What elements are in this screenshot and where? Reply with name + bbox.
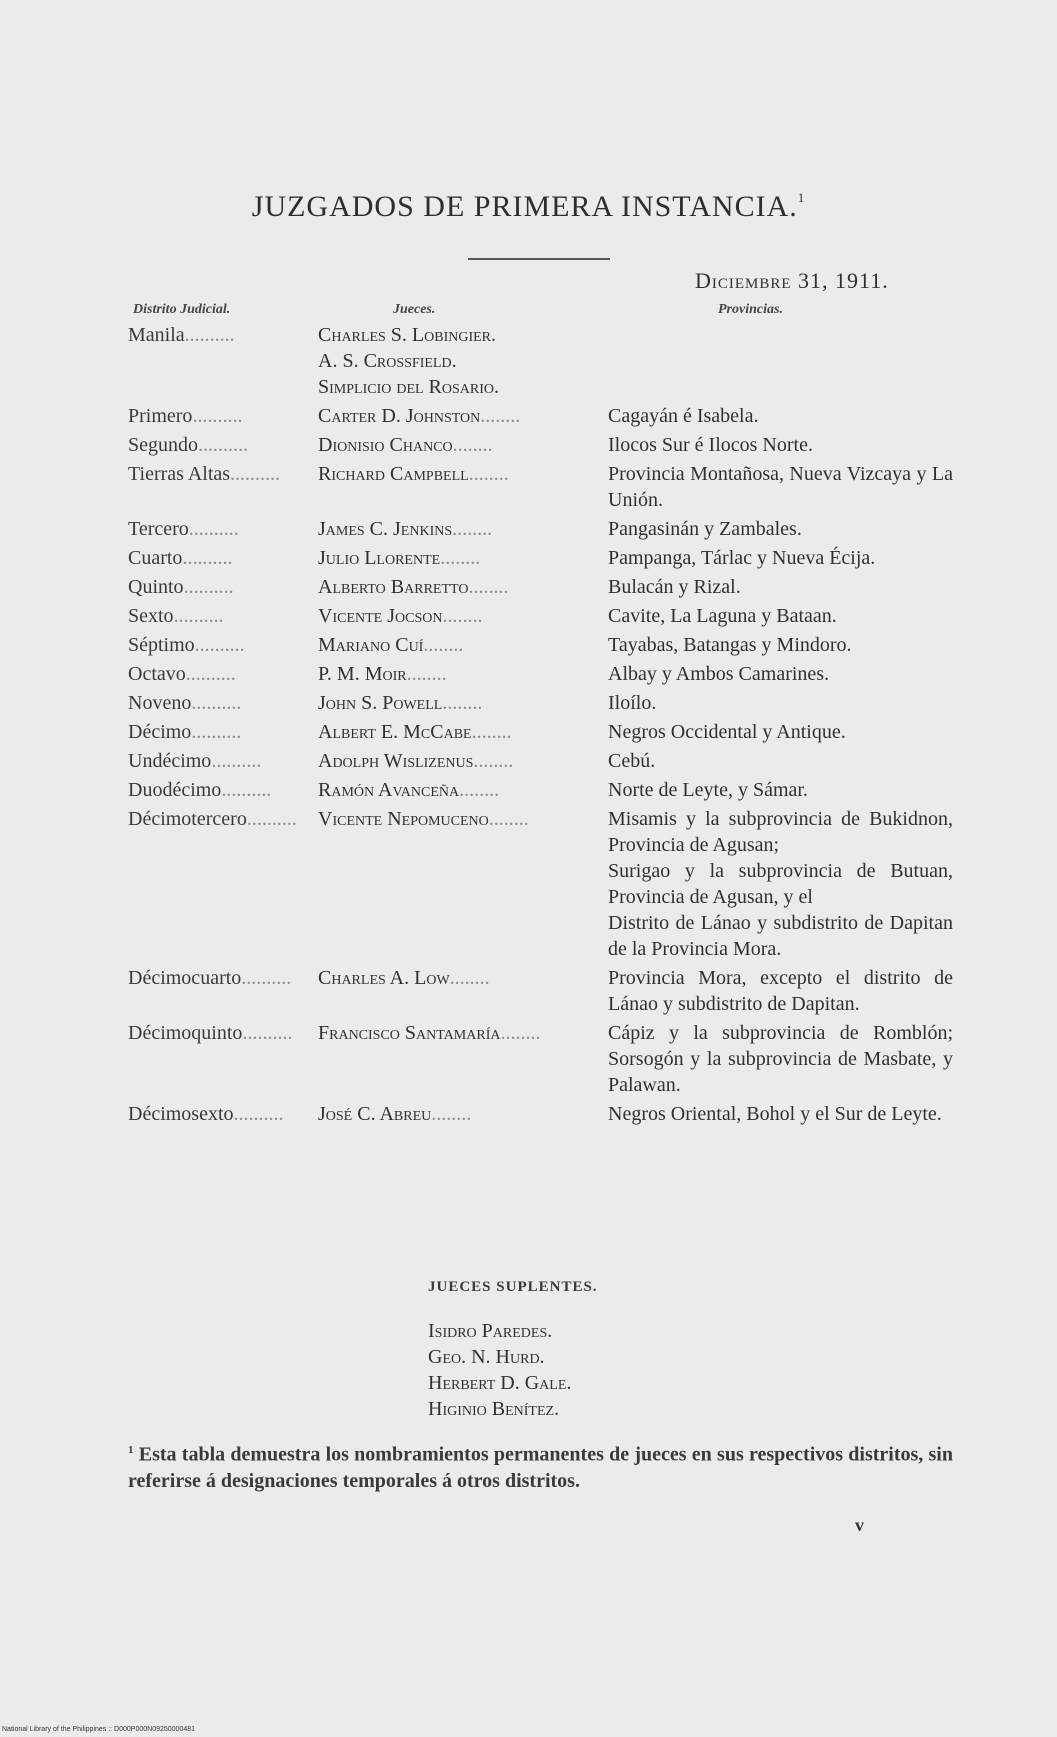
district-cell: Décimoquinto.......... [128, 1022, 293, 1044]
district-cell: Cuarto.......... [128, 547, 233, 569]
judges-cell [318, 632, 608, 658]
judges-cell [318, 806, 608, 832]
provinces-cell [608, 574, 953, 600]
province-entry: Surigao y la subprovincia de Butuan, Provincia de Agusan, y el [608, 860, 953, 908]
table-row [128, 403, 958, 429]
archive-credit: National Library of the Philippines :: D000P000N09250000481 [2, 1726, 196, 1733]
district-cell: Manila.......... [128, 324, 235, 346]
district-cell: Tierras Altas.......... [128, 463, 281, 485]
district-cell: Octavo.......... [128, 663, 236, 685]
provinces-cell [608, 403, 953, 429]
judges-cell [318, 1101, 608, 1127]
table-row [128, 1101, 958, 1127]
judges-cell [318, 719, 608, 745]
district-name: Undécimo [128, 750, 212, 772]
judges-cell [318, 322, 608, 400]
judge-name: Dionisio Chanco........ [318, 434, 493, 456]
judges-cell [318, 661, 608, 687]
judge-name: Richard Campbell........ [318, 463, 509, 485]
district-name: Décimosexto [128, 1103, 234, 1125]
province-entry: Pampanga, Tárlac y Nueva Écija. [608, 547, 876, 569]
judge-name: Adolph Wislizenus........ [318, 750, 514, 772]
judges-table [128, 322, 958, 1130]
judge-name: Simplicio del Rosario. [318, 376, 500, 398]
judge-name: Mariano Cuí........ [318, 634, 464, 656]
province-entry: Cebú. [608, 750, 656, 772]
judge-name: James C. Jenkins........ [318, 518, 493, 540]
title-divider [468, 258, 610, 260]
provinces-cell [608, 965, 953, 1017]
table-row [128, 965, 958, 1017]
district-name: Sexto [128, 605, 174, 627]
provinces-cell [608, 1101, 953, 1127]
judges-cell [318, 403, 608, 429]
judge-name: P. M. Moir........ [318, 663, 447, 685]
judge-name: Charles A. Low........ [318, 967, 490, 989]
district-name: Noveno [128, 692, 192, 714]
table-row [128, 545, 958, 571]
district-cell: Noveno.......... [128, 692, 242, 714]
province-entry: Cavite, La Laguna y Bataan. [608, 605, 837, 627]
district-name: Duodécimo [128, 779, 222, 801]
column-header-judges: Jueces. [393, 302, 436, 317]
district-name: Décimo [128, 721, 192, 743]
table-row [128, 461, 958, 513]
provinces-cell [608, 516, 953, 542]
provinces-cell [608, 461, 953, 513]
page-number: v [855, 1515, 864, 1535]
district-cell: Segundo.......... [128, 434, 248, 456]
district-cell: Décimosexto.......... [128, 1103, 284, 1125]
provinces-cell [608, 719, 953, 745]
district-cell: Sexto.......... [128, 605, 224, 627]
table-row [128, 719, 958, 745]
table-row [128, 432, 958, 458]
province-entry: Ilocos Sur é Ilocos Norte. [608, 434, 813, 456]
table-row [128, 574, 958, 600]
district-name: Quinto [128, 576, 184, 598]
page-title: JUZGADOS DE PRIMERA INSTANCIA.$^1$ [251, 190, 806, 223]
district-name: Primero [128, 405, 193, 427]
table-row [128, 777, 958, 803]
judges-cell [318, 545, 608, 571]
province-entry: Provincia Montañosa, Nueva Vizcaya y La Unión. [608, 463, 953, 511]
judge-name: Ramón Avanceña........ [318, 779, 500, 801]
footnote-text: Esta tabla demuestra los nombramientos permanentes de jueces en sus respectivos distritos, sin referirse á designaciones temporales á otros distritos. [128, 1443, 953, 1492]
district-name: Octavo [128, 663, 186, 685]
district-name: Décimocuarto [128, 967, 242, 989]
province-entry: Distrito de Lánao y subdistrito de Dapitan de la Provincia Mora. [608, 912, 953, 960]
judges-cell [318, 461, 608, 487]
province-entry: Cápiz y la subprovincia de Romblón; Sorsogón y la subprovincia de Masbate, y Palawan. [608, 1022, 953, 1096]
judge-name: Carter D. Johnston........ [318, 405, 521, 427]
district-cell: Décimo.......... [128, 721, 242, 743]
table-row [128, 1020, 958, 1098]
provinces-cell [608, 748, 953, 774]
provinces-cell [608, 603, 953, 629]
district-cell: Décimocuarto.......... [128, 967, 292, 989]
province-entry: Bulacán y Rizal. [608, 576, 741, 598]
provinces-cell [608, 661, 953, 687]
judge-name: Vicente Jocson........ [318, 605, 483, 627]
province-entry: Tayabas, Batangas y Mindoro. [608, 634, 852, 656]
table-row [128, 748, 958, 774]
provinces-cell [608, 432, 953, 458]
judges-cell [318, 748, 608, 774]
table-row [128, 322, 958, 400]
judge-name: José C. Abreu........ [318, 1103, 472, 1125]
table-row [128, 661, 958, 687]
district-name: Tierras Altas [128, 463, 231, 485]
province-entry: Norte de Leyte, y Sámar. [608, 779, 808, 801]
provinces-cell [608, 806, 953, 962]
footnote [128, 1437, 953, 1494]
judge-name: Vicente Nepomuceno........ [318, 808, 529, 830]
column-header-district: Distrito Judicial. [133, 302, 231, 317]
title-footnote-mark: 1 [797, 190, 806, 205]
table-row [128, 632, 958, 658]
suplentes-title: JUECES SUPLENTES. [428, 1279, 598, 1295]
judges-cell [318, 574, 608, 600]
judge-name: Albert E. McCabe........ [318, 721, 512, 743]
provinces-cell [608, 777, 953, 803]
judges-cell [318, 777, 608, 803]
judge-name: A. S. Crossfield. [318, 350, 457, 372]
provinces-cell [608, 545, 953, 571]
column-header-provinces: Provincias. [718, 302, 783, 317]
table-row [128, 690, 958, 716]
district-name: Cuarto [128, 547, 183, 569]
district-cell: Tercero.......... [128, 518, 239, 540]
provinces-cell [608, 1020, 953, 1098]
district-cell: Quinto.......... [128, 576, 234, 598]
provinces-cell [608, 632, 953, 658]
province-entry: Albay y Ambos Camarines. [608, 663, 830, 685]
judges-cell [318, 690, 608, 716]
table-row [128, 603, 958, 629]
district-cell: Décimotercero.......... [128, 808, 297, 830]
suplentes-list [428, 1318, 571, 1422]
judges-cell [318, 603, 608, 629]
judge-name: Alberto Barretto........ [318, 576, 509, 598]
judge-name: John S. Powell........ [318, 692, 483, 714]
judge-name: Charles S. Lobingier. [318, 324, 497, 346]
judge-name: Julio Llorente........ [318, 547, 481, 569]
suplente-name: Geo. N. Hurd. [428, 1346, 545, 1368]
province-entry: Pangasinán y Zambales. [608, 518, 802, 540]
suplente-name: Higinio Benítez. [428, 1398, 560, 1420]
province-entry: Iloílo. [608, 692, 657, 714]
table-row [128, 516, 958, 542]
provinces-cell [608, 690, 953, 716]
judges-cell [318, 516, 608, 542]
province-entry: Negros Oriental, Bohol y el Sur de Leyte. [608, 1103, 942, 1125]
district-name: Séptimo [128, 634, 195, 656]
district-cell: Séptimo.......... [128, 634, 245, 656]
date-line: Diciembre 31, 1911. [695, 268, 889, 293]
footnote-mark: 1 [128, 1444, 134, 1456]
judges-cell [318, 1020, 608, 1046]
judge-name: Francisco Santamaría........ [318, 1022, 541, 1044]
district-name: Tercero [128, 518, 189, 540]
province-entry: Negros Occidental y Antique. [608, 721, 846, 743]
judges-cell [318, 965, 608, 991]
district-name: Manila [128, 324, 185, 346]
province-entry: Misamis y la subprovincia de Bukidnon, Provincia de Agusan; [608, 808, 953, 856]
suplente-name: Isidro Paredes. [428, 1320, 553, 1342]
district-cell: Undécimo.......... [128, 750, 262, 772]
judges-cell [318, 432, 608, 458]
province-entry: Cagayán é Isabela. [608, 405, 759, 427]
district-cell: Primero.......... [128, 405, 243, 427]
district-name: Segundo [128, 434, 198, 456]
district-name: Décimotercero [128, 808, 247, 830]
province-entry: Provincia Mora, excepto el distrito de Lánao y subdistrito de Dapitan. [608, 967, 953, 1015]
district-cell: Duodécimo.......... [128, 779, 272, 801]
suplente-name: Herbert D. Gale. [428, 1372, 572, 1394]
table-row [128, 806, 958, 962]
district-name: Décimoquinto [128, 1022, 243, 1044]
